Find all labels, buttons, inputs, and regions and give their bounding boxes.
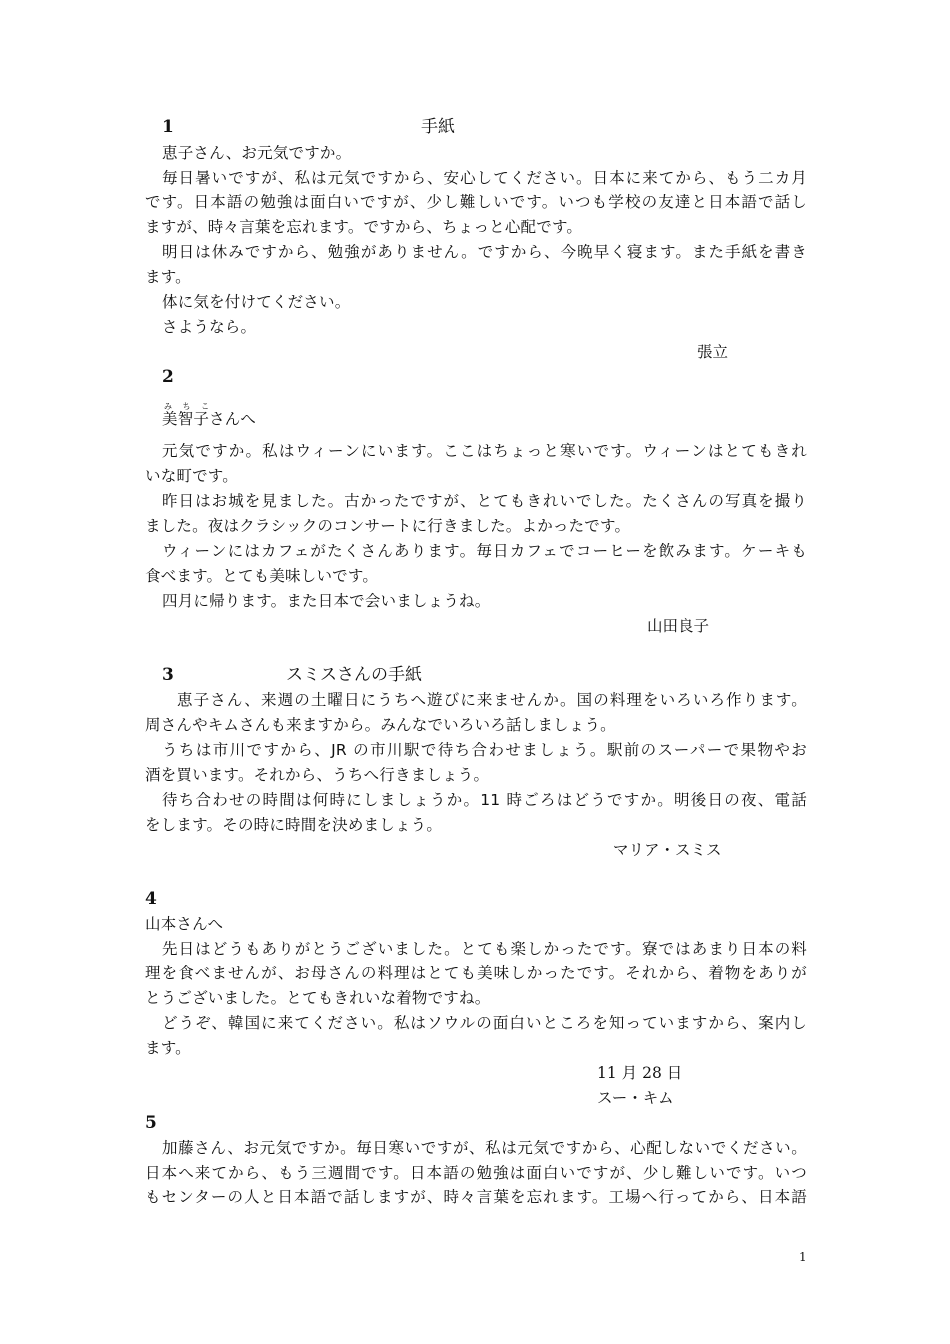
- letter-4-line: とうございました。とてもきれいな着物ですね。: [145, 989, 491, 1007]
- letter-4-line: ます。: [145, 1039, 191, 1057]
- section-number-4: 4: [145, 889, 157, 909]
- letter-title-3: スミスさんの手紙: [286, 665, 422, 685]
- letter-1-line: 恵子さん、お元気ですか。: [162, 144, 352, 162]
- letter-2-signature: 山田良子: [647, 617, 710, 635]
- letter-1-line: 毎日暑いですが、私は元気ですから、安心してください。日本に来てから、もう二カ月: [162, 169, 807, 187]
- letter-2-line: 四月に帰ります。また日本で会いましょうね。: [162, 592, 491, 610]
- letter-4-line: 理を食べませんが、お母さんの料理はとても美味しかったです。それから、着物をありが: [145, 964, 807, 982]
- letter-5-line: 日本へ来てから、もう三週間です。日本語の勉強は面白いですが、少し難しいです。いつ: [145, 1164, 807, 1182]
- letter-4-line: どうぞ、韓国に来てください。私はソウルの面白いところを知っていますから、案内し: [162, 1014, 807, 1032]
- letter-2-line: ウィーンにはカフェがたくさんあります。毎日カフェでコーヒーを飲みます。ケーキも: [162, 542, 807, 560]
- letter-2-line: ました。夜はクラシックのコンサートに行きました。よかったです。: [145, 517, 631, 535]
- letter-3-line: をします。その時に時間を決めましょう。: [145, 816, 443, 834]
- letter-4-line: 先日はどうもありがとうございました。とても楽しかったです。寮ではあまり日本の料: [162, 940, 807, 958]
- letter-3-signature: マリア・スミス: [613, 841, 722, 859]
- letter-3-line: うちは市川ですから、JR の市川駅で待ち合わせましょう。駅前のスーパーで果物やお: [162, 741, 807, 759]
- furigana: み ち こ: [164, 402, 214, 411]
- letter-3-line: 周さんやキムさんも来ますから。みんなでいろいろ話しましょう。: [145, 716, 616, 734]
- section-number-3: 3: [162, 665, 174, 685]
- letter-2-line: 食べます。とても美味しいです。: [145, 567, 379, 585]
- section-number-1: 1: [162, 117, 174, 137]
- letter-1-line: 体に気を付けてください。: [162, 293, 351, 311]
- letter-4-greeting: 山本さんへ: [145, 915, 224, 933]
- letter-3-line: 恵子さん、来週の土曜日にうちへ遊びに来ませんか。国の料理をいろいろ作ります。: [177, 691, 807, 709]
- letter-1-line: ますが、時々言葉を忘れます。ですから、ちょっと心配です。: [145, 218, 583, 236]
- letter-2-greeting: 美智子さんへ: [162, 410, 256, 428]
- letter-3-line: 待ち合わせの時間は何時にしましょうか。11 時ごろはどうですか。明後日の夜、電話: [162, 791, 807, 809]
- letter-4-signature: スー・キム: [597, 1089, 674, 1107]
- section-number-2: 2: [162, 367, 174, 387]
- letter-5-line: 加藤さん、お元気ですか。毎日寒いですが、私は元気ですから、心配しないでください。: [162, 1139, 807, 1157]
- letter-3-line: 酒を買います。それから、うちへ行きましょう。: [145, 766, 490, 784]
- letter-5-line: もセンターの人と日本語で話しますが、時々言葉を忘れます。工場へ行ってから、日本語: [145, 1188, 807, 1206]
- letter-1-line: 明日は休みですから、勉強がありません。ですから、今晩早く寝ます。また手紙を書き: [162, 243, 807, 261]
- letter-1-signature: 張立: [697, 343, 729, 361]
- letter-1-line: さようなら。: [162, 318, 257, 336]
- letter-2-line: いな町です。: [145, 467, 238, 485]
- letter-2-line: 昨日はお城を見ました。古かったですが、とてもきれいでした。たくさんの写真を撮り: [162, 492, 807, 510]
- section-number-5: 5: [145, 1113, 157, 1133]
- letter-1-line: です。日本語の勉強は面白いですが、少し難しいです。いつも学校の友達と日本語で話し: [145, 193, 807, 211]
- letter-4-date: 11 月 28 日: [597, 1064, 683, 1082]
- letter-1-line: ます。: [145, 268, 191, 286]
- page-number: 1: [799, 1250, 807, 1264]
- letter-2-line: 元気ですか。私はウィーンにいます。ここはちょっと寒いです。ウィーンはとてもきれ: [162, 442, 807, 460]
- letter-title-1: 手紙: [421, 117, 455, 137]
